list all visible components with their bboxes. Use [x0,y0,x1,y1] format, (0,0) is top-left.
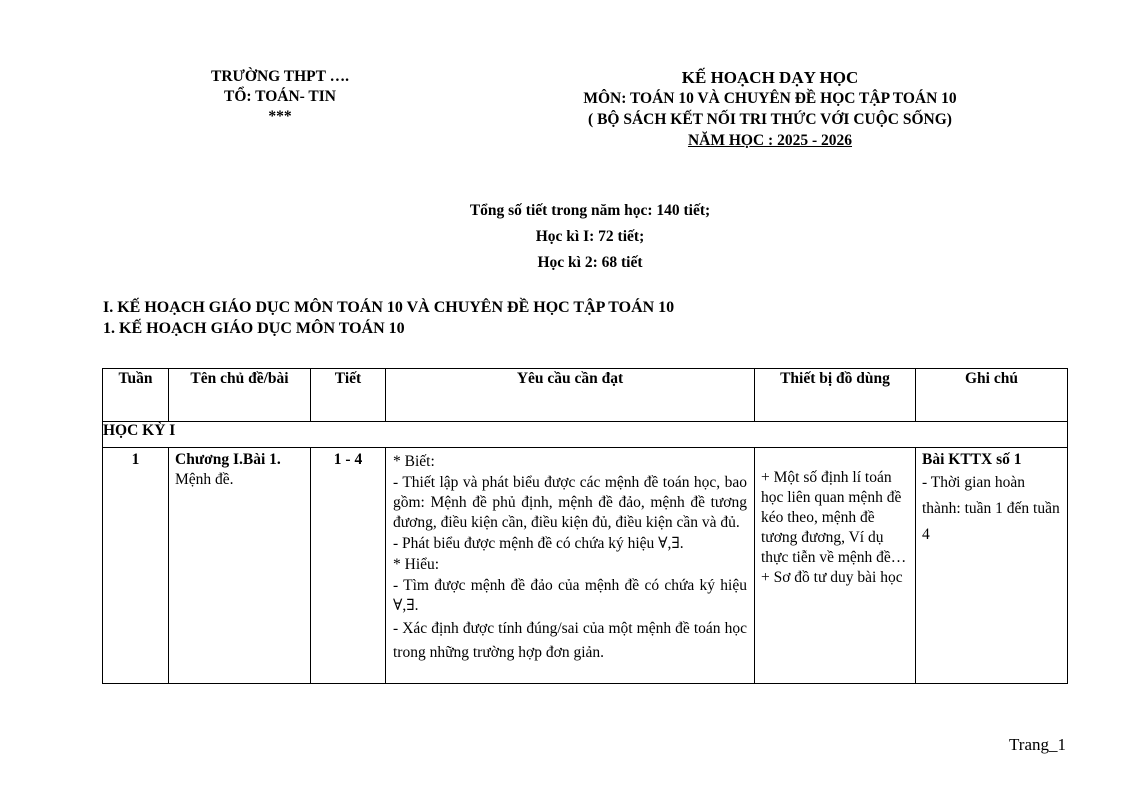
section-heading-main: I. KẾ HOẠCH GIÁO DỤC MÔN TOÁN 10 VÀ CHUYÊN ĐỀ HỌC TẬP TOÁN 10 [103,299,675,316]
plan-header [540,67,1000,151]
table-row [103,448,1068,684]
department-name: TỔ: TOÁN- TIN [224,88,336,105]
school-year: NĂM HỌC : 2025 - 2026 [687,132,853,149]
section-heading-sub: 1. KẾ HOẠCH GIÁO DỤC MÔN TOÁN 10 [103,320,405,337]
note-title: Bài KTTX số 1 [922,451,1022,468]
req-line: - Tìm được mệnh đề đảo của mệnh đề có chứa ký hiệu ∀,∃. [393,577,747,614]
header-stars: *** [268,108,292,125]
cell-equipment [755,448,916,684]
term-row [103,422,1068,448]
topic-name: Mệnh đề. [175,471,234,488]
req-line: - Phát biểu được mệnh đề có chứa ký hiệu ∀,∃. [393,535,684,552]
school-name: TRƯỜNG THPT …. [211,68,349,85]
cell-note [916,448,1068,684]
term-label: HỌC KỲ I [103,422,1068,448]
table-header-row [103,369,1068,422]
plan-title: KẾ HOẠCH DẠY HỌC [681,68,859,87]
period-totals [340,198,840,276]
cell-topic [169,448,311,684]
req-line: * Biết: [393,453,435,470]
col-header-topic: Tên chủ đề/bài [169,369,311,422]
cell-week: 1 [103,448,169,684]
col-header-requirement: Yêu cầu cần đạt [386,369,755,422]
req-line: - Xác định được tính đúng/sai của một mệnh đề toán học trong những trường hợp đơn giản. [393,620,747,661]
col-header-note: Ghi chú [916,369,1068,422]
plan-subject: MÔN: TOÁN 10 VÀ CHUYÊN ĐỀ HỌC TẬP TOÁN 10 [583,90,957,107]
req-line: * Hiểu: [393,556,440,573]
teaching-plan-table [102,368,1068,684]
cell-requirement [386,448,755,684]
equipment-line: + Sơ đồ tư duy bài học [761,569,903,586]
note-text: - Thời gian hoàn thành: tuần 1 đến tuần 4 [922,474,1060,543]
equipment-line: + Một số định lí toán học liên quan mệnh đề kéo theo, mệnh đề tương đương, Ví dụ thực tiễn về mệnh đề… [761,469,907,566]
term2-total: Học kì 2: 68 tiết [537,254,643,271]
topic-title: Chương I.Bài 1. [175,451,281,468]
school-header [170,67,390,127]
col-header-week: Tuần [103,369,169,422]
section-headings [103,297,674,339]
col-header-period: Tiết [311,369,386,422]
term1-total: Học kì I: 72 tiết; [535,228,645,245]
req-line: - Thiết lập và phát biểu được các mệnh đề toán học, bao gồm: Mệnh đề phủ định, mệnh đề đảo, mệnh đề tương đương, điều kiện cần, điều kiện đủ, điều kiện cần và đủ. [393,474,747,531]
col-header-equipment: Thiết bị đồ dùng [755,369,916,422]
plan-book: ( BỘ SÁCH KẾT NỐI TRI THỨC VỚI CUỘC SỐNG) [588,111,952,128]
year-total: Tổng số tiết trong năm học: 140 tiết; [469,202,711,219]
page-number: Trang_1 [1009,735,1066,754]
cell-period: 1 - 4 [311,448,386,684]
